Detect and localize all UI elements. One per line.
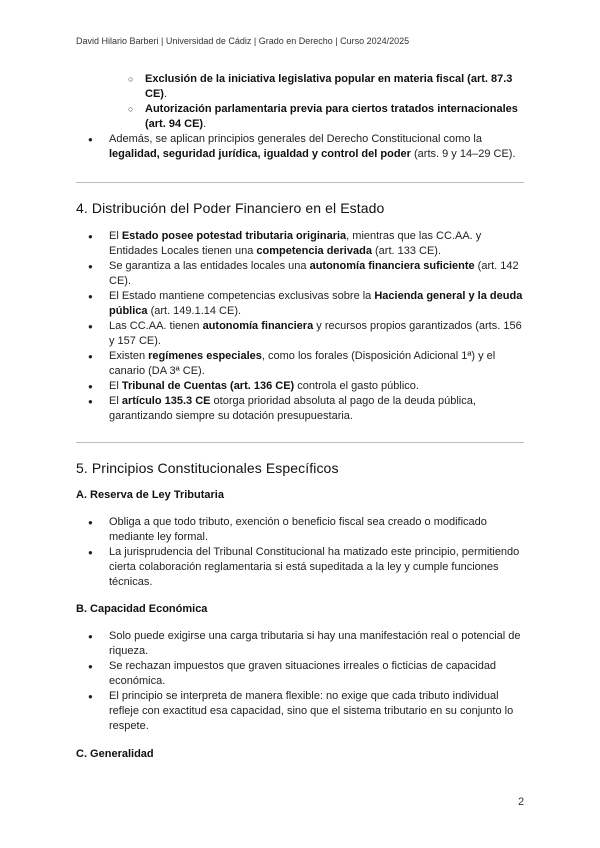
text: (art. 142 CE).: [109, 260, 519, 287]
text: (art. 133 CE).: [371, 245, 442, 257]
text: otorga prioridad absoluta al pago de la deuda pública, garantizando siempre su dotación presupuestaria.: [109, 395, 476, 422]
text: El Estado mantiene competencias exclusivas sobre la: [109, 290, 375, 302]
sub-list-item: [76, 72, 524, 102]
text: .: [163, 88, 168, 100]
bullet-list: [76, 132, 524, 162]
bullet-list: [76, 515, 524, 590]
section-heading: 5. Principios Constitucionales Específicos: [76, 460, 339, 476]
list-item: [76, 229, 524, 259]
text: , mientras que las CC.AA. y Entidades Locales tienen una: [109, 230, 482, 257]
bold-text: Estado posee potestad tributaria originaria: [121, 230, 347, 242]
text: y recursos propios garantizados (arts. 156 y 157 CE).: [109, 320, 522, 347]
bold-text: legalidad, seguridad jurídica, igualdad y control del poder: [109, 148, 411, 160]
bold-text: Autorización parlamentaria previa para ciertos tratados internacionales (art. 94 CE): [145, 103, 518, 130]
text: El: [109, 395, 122, 407]
text: (arts. 9 y 14–29 CE).: [410, 148, 516, 160]
text: Las CC.AA. tienen: [109, 320, 203, 332]
text: Además, se aplican principios generales del Derecho Constitucional como la: [109, 133, 482, 145]
list-item: ● Obliga a que todo tributo, exención o beneficio fiscal sea creado o modificado mediante ley formal.: [76, 515, 524, 545]
page-content: [76, 72, 524, 762]
list-item: ● Solo puede exigirse una carga tributaria si hay una manifestación real o potencial de riqueza.: [76, 629, 524, 659]
bold-text: autonomía financiera suficiente: [309, 260, 475, 272]
list-item: [76, 394, 524, 424]
bullet-list: [76, 229, 524, 424]
running-header: David Hilario Barberi | Universidad de Cádiz | Grado en Derecho | Curso 2024/2025: [76, 36, 410, 46]
list-item: [76, 132, 524, 162]
bold-text: artículo 135.3 CE: [121, 395, 211, 407]
subsection-heading: A. Reserva de Ley Tributaria: [76, 489, 224, 501]
list-item: ● El principio se interpreta de manera flexible: no exige que cada tributo individual refleje con exactitud esa capacidad, sino que el sistema tributario en su conjunto lo respete.: [76, 689, 524, 734]
section-heading: 4. Distribución del Poder Financiero en el Estado: [76, 200, 385, 216]
text: Se garantiza a las entidades locales una: [109, 260, 310, 272]
sub-list: [76, 72, 524, 132]
list-item: [76, 379, 524, 394]
list-item: ● La jurisprudencia del Tribunal Constitucional ha matizado este principio, permitiendo cierta colaboración reglamentaria si está supeditada a la ley y cumple funciones técnicas.: [76, 545, 524, 590]
bold-text: competencia derivada: [256, 245, 372, 257]
page-number: 2: [518, 796, 525, 808]
bold-text: regímenes especiales: [148, 350, 262, 362]
bold-text: autonomía financiera: [202, 320, 314, 332]
text: .: [203, 118, 207, 130]
sub-list-item: [76, 102, 524, 132]
list-item: [76, 319, 524, 349]
bold-text: Tribunal de Cuentas (art. 136 CE): [121, 380, 295, 392]
text: (art. 149.1.14 CE).: [147, 305, 242, 317]
bold-text: Hacienda general y la deuda pública: [109, 290, 523, 317]
subsection-heading: C. Generalidad: [76, 748, 154, 760]
bold-text: Exclusión de la iniciativa legislativa popular en materia fiscal (art. 87.3 CE): [145, 73, 513, 100]
text: El: [109, 230, 122, 242]
bullet-list: [76, 629, 524, 734]
list-item: ● Se rechazan impuestos que graven situaciones irreales o ficticias de capacidad económica.: [76, 659, 524, 689]
list-item: [76, 289, 524, 319]
text: Existen: [109, 350, 149, 362]
subsection-heading: B. Capacidad Económica: [76, 603, 208, 615]
text: controla el gasto público.: [294, 380, 419, 392]
text: El: [109, 380, 122, 392]
list-item: [76, 349, 524, 379]
text: , como los forales (Disposición Adicional 1ª) y el canario (DA 3ª CE).: [109, 350, 496, 377]
list-item: [76, 259, 524, 289]
